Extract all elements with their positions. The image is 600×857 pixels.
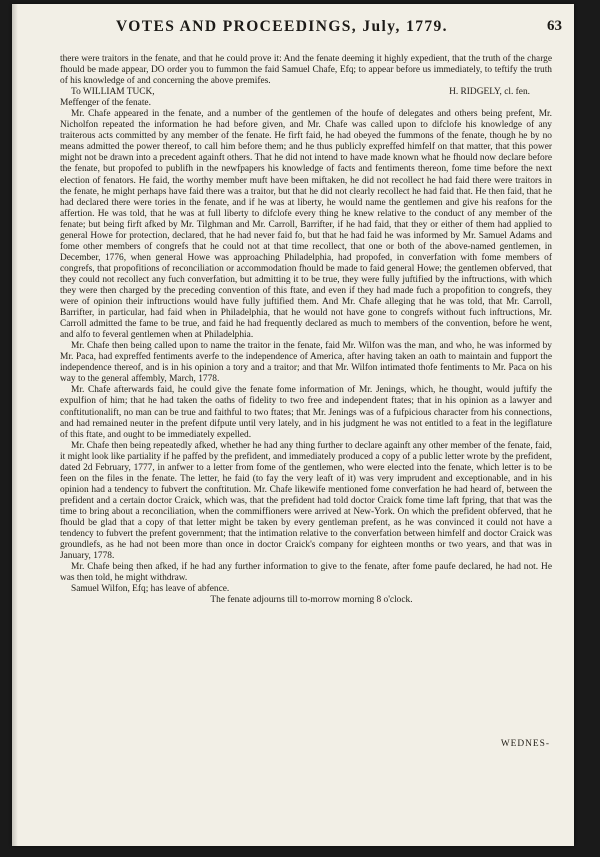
catchword: WEDNES-	[500, 739, 550, 749]
paragraph-traitor-named: Mr. Chafe then being called upon to name the traitor in the fenate, faid Mr. Wilfon was the man, and who, he was informed by Mr. Paca, had expreffed fentiments averfe to the independence of America, after having taken an oath to maintain and fupport the independence thereof, and is in his opinion a tory and a traitor; and that Mr. Wilfon intimated thofe fentiments to Mr. Paca on his way to the general affembly, March, 1778.	[60, 341, 552, 385]
body-text	[60, 54, 552, 606]
document-page	[12, 4, 574, 846]
adjournment-line: The fenate adjourns till to-morrow morning 8 o'clock.	[210, 595, 413, 606]
paragraph-chase-appears: Mr. Chafe appeared in the fenate, and a number of the gentlemen of the houfe of delegates and others being prefent, Mr. Nicholfon repeated the information he had before given, and Mr. Chafe was called upon to difclofe his knowledge of any traiterous acts committed by any member of the fenate. He firft faid, he had obeyed the fummons of the fenate, though he by no means admitted the power thereof, to call him before them; and he thus publicly expreffed himfelf on that matter, that this power might not be drawn into a precedent againft others. That he did not intend to have made known what he fhould now declare before the fenate, but propofed to publifh in the newfpapers his knowledge of facts and fentiments thereon, fome time before the next election of fenators. He faid, the worthy member muft have been miftaken, he did not recollect he had faid there were traitors in the fenate, he might perhaps have faid there was a traitor, but that he did not clearly recollect he had faid that. He then faid, that he had declared there were tories in the fenate, and if he was at liberty, he would name the gentlemen and give his reafons for the affertion. He was told, that he was at full liberty to difclofe every thing he knew relative to the conduct of any member of the fenate; but being firft afked by Mr. Tilghman and Mr. Carroll, Barrifter, if he had faid, that they or either of them had applied to general Howe for protection, declared, that he had never faid fo, but that he had faid he was informed by Mr. Samuel Adams and fome other members of congrefs that he could not at that time recollect, that one or both of the above-named gentlemen, in December, 1776, when general Howe was approaching Philadelphia, had propofed, in converfation with fome members of congrefs, that propofitions of reconciliation or accommodation fhould be made to faid general Howe; the gentlemen obferved, that they could not recollect any fuch converfation, but admitting it to be true, they were fully juftified by the inftructions, with which they were then charged by the preceding convention of this ftate, and even if they had made fuch a propofition to congrefs, they were of opinion their inftructions would have fully juftified them. And Mr. Chafe alleging that he was told, that Mr. Carroll, Barrifter, in particular, had faid when in Philadelphia, that he would not have gone to congrefs without fuch inftructions, Mr. Carroll admitted the fame to be true, and faid he had frequently declared as much to members of the convention, before he went, and alfo to feveral gentlemen when at Philadelphia.	[60, 109, 552, 341]
page-fold-shadow	[12, 4, 18, 846]
running-head: VOTES AND PROCEEDINGS, July, 1779.	[116, 18, 448, 35]
page-number: 63	[547, 18, 562, 34]
signature-addressee: To WILLIAM TUCK,	[71, 87, 155, 98]
paragraph-withdraw: Mr. Chafe being then afked, if he had any further information to give to the fenate, after fome paufe declared, he had not. He was then told, he might withdraw.	[60, 562, 552, 584]
page-header	[42, 18, 562, 40]
paragraph-warrant: there were traitors in the fenate, and that he could prove it: And the fenate deeming it highly expedient, that the truth of the charge fhould be made appear, DO order you to fummon the faid Samuel Chafe, Efq; to appear before us immediately, to teftify the truth of his knowledge of and concerning the above premifes.	[60, 54, 552, 87]
messenger-line: Meffenger of the fenate.	[60, 98, 151, 109]
paragraph-leave-absence: Samuel Wilfon, Efq; has leave of abfence.	[71, 584, 230, 595]
signature-line	[60, 87, 552, 98]
paragraph-jenings: Mr. Chafe afterwards faid, he could give the fenate fome information of Mr. Jenings, which, he thought, would juftify the expulfion of him; that he had taken the oaths of fidelity to two free and independent ftates; that in his opinion as a lawyer and conftitutionalift, no man can be true and faithful to two ftates; that Mr. Jenings was of a fufpicious character from his connections, and had remained neuter in the prefent difpute until very lately, and in his judgment he was not entitled to a feat in the legiflature of this ftate, and ought to be immediately expelled.	[60, 385, 552, 440]
paragraph-president-letter: Mr. Chafe then being repeatedly afked, whether he had any thing further to declare againft any other member of the fenate, faid, it might look like partiality if he paffed by the prefident, and immediately produced a copy of a public letter wrote by the prefident, dated 2d February, 1777, in anfwer to a letter from fome of the gentlemen, who were elected into the fenate, which letter is to be feen on the files in the fenate. The letter, he faid (to fay the very leaft of it) was very imprudent and exceptionable, and in his opinion had a tendency to fubvert the conftitution. Mr. Chafe likewife mentioned fome converfation he had heard of, between the prefident and a certain doctor Craick, which was, that the prefident had told doctor Craick fome time laft fpring, that that was the time to bring about a reconciliation, when the commiffioners were arrived at New-York. On which the prefident obferved, that he fhould be glad that a copy of that letter might be taken by every gentleman prefent, as he was convinced it could not have a tendency to fubvert the prefent government; that the intimation relative to the converfation between himfelf and doctor Craick was groundlefs, as he had not been more than once in doctor Craick's company for eighteen months or two years, and that was in January, 1778.	[60, 440, 552, 562]
signature-clerk: H. RIDGELY, cl. fen.	[449, 87, 530, 98]
